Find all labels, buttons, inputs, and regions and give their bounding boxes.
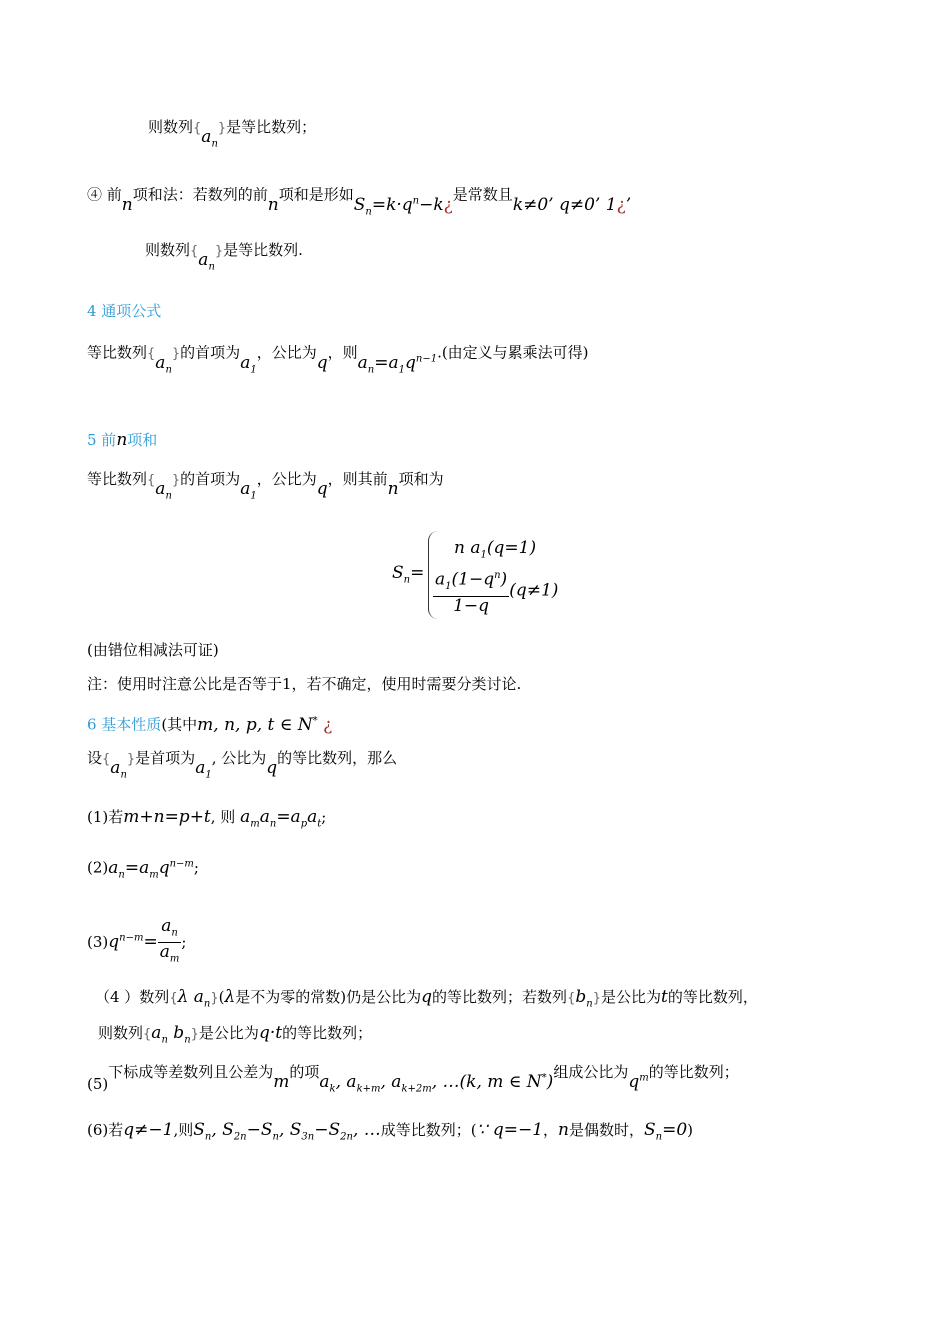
property-item-2: $(2)a_n=a_mq^{n-m}$; xyxy=(87,857,199,881)
section-heading: 4 通项公式 xyxy=(87,302,162,320)
text-line: 等比数列$\{a_n\}$的首项为$a_1$，公比为q，则$a_n=a_1q^{n-1}$.(由定义与累乘法可得) xyxy=(87,343,589,376)
sn-formula-lhs: $S_n=$ xyxy=(392,563,425,586)
text-line: ④ 前n项和法：若数列的前n项和是形如$S_n=k\cdot q^n-k¿$是常数且k≠0’ q≠0’ 1¿’ xyxy=(87,185,632,218)
proof-note: (由错位相减法可证) xyxy=(87,641,219,659)
property-item-4-cont: 则数列{$a_n$ $b_n$}是公比为q·t的等比数列； xyxy=(98,1023,373,1046)
property-item-1: (1)若m+n=p+t, 则 $a_ma_n=a_pa_t$; xyxy=(87,807,327,830)
document-page: 则数列$\{a_n\}$是等比数列； ④ 前n项和法：若数列的前n项和是形如$S_n=k\cdot q^n-k¿$是常数且k≠0’ q≠0’ 1¿’ 则数列$\{a_n\}$是等比数列. 4 通项公式 等比数列$\{a_n\}$的首项为$a_1$，公比为q，则$a_n=a_1q^{n-1}$.(由定义与累乘法可得) 5 前n项和 等比数列$\{a_n\}$的首项为$a_1$，公比为q，则其前n项和为 $S_n=$ n $a_1(q=1)$ $\frac{a_1(1-q^n)}{1-q}$ (q≠1) (由错位相减法可证) 注：使用时注意公比是否等于1，若不确定，使用时需要分类讨论. 6 基本性质(其中m, n, p, t ∈ N* ¿ 设$\{a_n\}$是首项为$a_1$, 公比为q的等比数列，那么 (1)若m+n=p+t, 则 $a_ma_n=a_pa_t$; $(2)a_n=a_mq^{n-m}$; $(3)q^{n-m}=$ $\frac{a_n}{a_m}$ ; （4 ）数列{λ $a_n\}(\lambda$是不为零的常数)仍是公比为q的等比数列；若数列$\{b_n\}$是公比为t的等比数列， 则数列{$a_n$ $b_n$}是公比为q·t的等比数列； (5)下标成等差数列且公差为m的项$a_k$, $a_{k+m}$, $a_{k+2m}$, …(k, m ∈ N*)组成公比为$q^m$的等比数列； (6)若q≠−1,则$S_n$, $S_{2n}-S_n$, $S_{3n}-S_{2n}$, …成等比数列；(∵ q=−1，n是偶数时，$S_n=0$) xyxy=(0,0,950,1344)
property-item-4: （4 ）数列{λ $a_n\}(\lambda$是不为零的常数)仍是公比为q的等比数列；若数列$\{b_n\}$是公比为t的等比数列， xyxy=(95,987,758,1010)
section-heading: 5 前n项和 xyxy=(87,430,158,450)
text-line: 等比数列$\{a_n\}$的首项为$a_1$，公比为q，则其前n项和为 xyxy=(87,470,444,502)
property-item-3: $(3)q^{n-m}=$ $\frac{a_n}{a_m}$ ; xyxy=(87,916,187,965)
usage-note: 注：使用时注意公比是否等于1，若不确定，使用时需要分类讨论. xyxy=(87,675,522,693)
property-item-5: (5)下标成等差数列且公差为m的项$a_k$, $a_{k+m}$, $a_{k+2m}$, …(k, m ∈ N*)组成公比为$q^m$的等比数列； xyxy=(87,1062,739,1095)
section-heading: 6 基本性质(其中m, n, p, t ∈ N* ¿ xyxy=(87,714,333,735)
property-item-6: (6)若q≠−1,则$S_n$, $S_{2n}-S_n$, $S_{3n}-S_{2n}$, …成等比数列；(∵ q=−1，n是偶数时，$S_n=0$) xyxy=(87,1120,694,1143)
text-line: 则数列$\{a_n\}$是等比数列； xyxy=(148,118,317,150)
text-line: 设$\{a_n\}$是首项为$a_1$, 公比为q的等比数列，那么 xyxy=(87,749,398,781)
text-line: 则数列$\{a_n\}$是等比数列. xyxy=(145,241,303,273)
